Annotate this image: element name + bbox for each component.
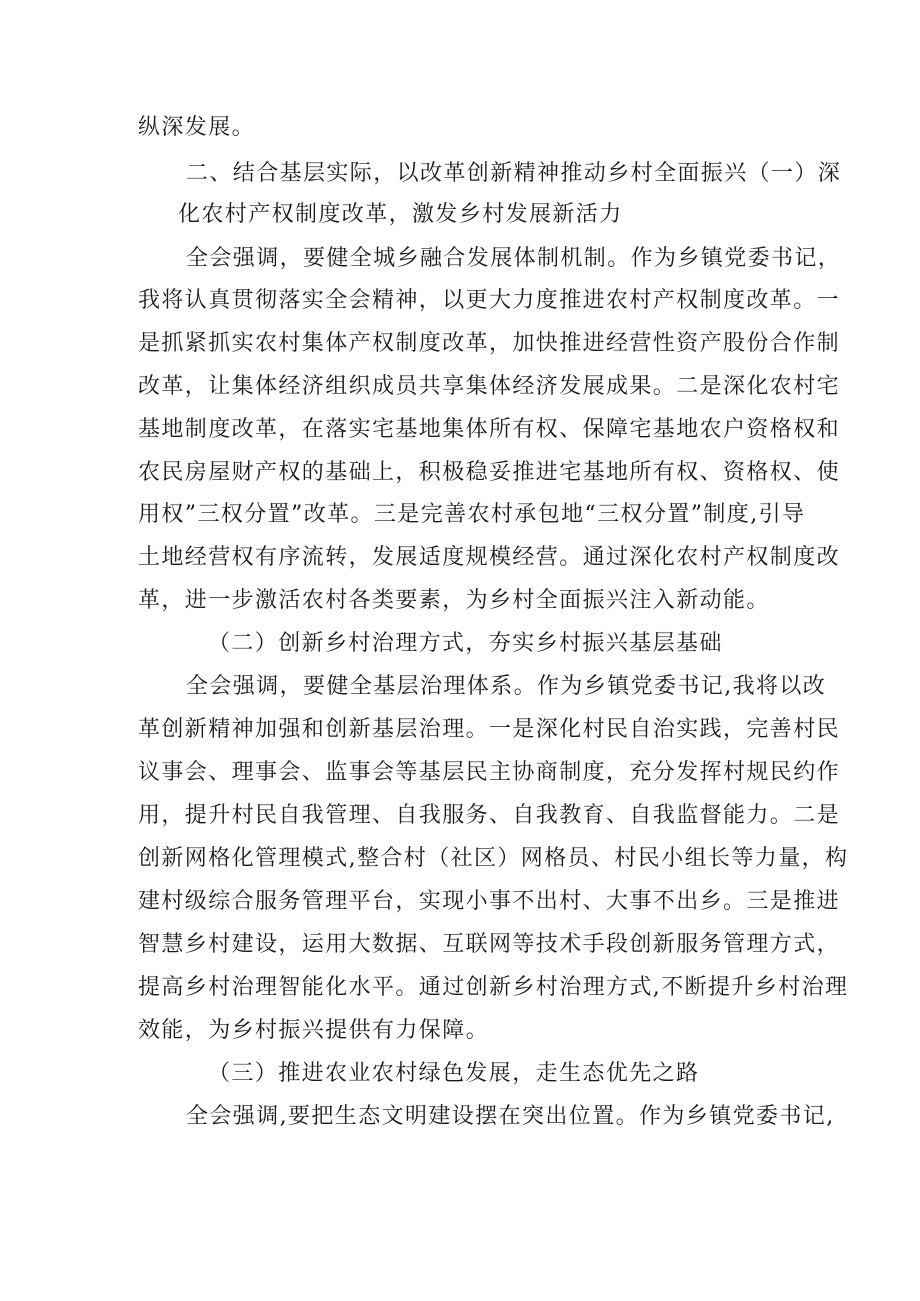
paragraph-line: 革创新精神加强和创新基层治理。一是深化村民自治实践，完善村民 (138, 717, 841, 742)
paragraph-line: 全会强调，要健全基层治理体系。作为乡镇党委书记,我将以改 (186, 674, 827, 699)
paragraph-line: 农民房屋财产权的基础上，积极稳妥推进宅基地所有权、资格权、使 (138, 460, 841, 485)
text-line: 纵深发展。 (138, 115, 256, 140)
paragraph-line: 我将认真贯彻落实全会精神，以更大力度推进农村产权制度改革。一 (138, 288, 841, 313)
paragraph-line: 效能，为乡村振兴提供有力保障。 (138, 1018, 490, 1043)
paragraph-line: 创新网格化管理模式,整合村（社区）网格员、村民小组长等力量，构 (138, 846, 849, 871)
paragraph-line: 土地经营权有序流转，发展适度规模经营。通过深化农村产权制度改 (138, 545, 841, 570)
paragraph-line: 提高乡村治理智能化水平。通过创新乡村治理方式,不断提升乡村治理 (138, 975, 849, 1000)
subsection-heading: （二）创新乡村治理方式，夯实乡村振兴基层基础 (208, 631, 723, 656)
paragraph-line: 改革，让集体经济组织成员共享集体经济发展成果。二是深化农村宅 (138, 374, 841, 399)
section-heading: 二、结合基层实际，以改革创新精神推动乡村全面振兴（一）深 (186, 161, 842, 186)
paragraph-line: 是抓紧抓实农村集体产权制度改革，加快推进经营性资产股份合作制 (138, 331, 841, 356)
paragraph-line: 用，提升村民自我管理、自我服务、自我教育、自我监督能力。二是 (138, 803, 841, 828)
paragraph-line: 基地制度改革，在落实宅基地集体所有权、保障宅基地农户资格权和 (138, 417, 841, 442)
paragraph-line: 全会强调,要把生态文明建设摆在突出位置。作为乡镇党委书记, (186, 1104, 835, 1129)
paragraph-line: 议事会、理事会、监事会等基层民主协商制度，充分发挥村规民约作 (138, 760, 841, 785)
paragraph-line: 革，进一步激活农村各类要素，为乡村全面振兴注入新动能。 (138, 588, 770, 613)
section-heading: 化农村产权制度改革，激发乡村发展新活力 (178, 202, 623, 227)
paragraph-line: 智慧乡村建设，运用大数据、互联网等技术手段创新服务管理方式， (138, 932, 841, 957)
subsection-heading: （三）推进农业农村绿色发展，走生态优先之路 (208, 1061, 700, 1086)
paragraph-line: 全会强调，要健全城乡融合发展体制机制。作为乡镇党委书记， (186, 246, 842, 271)
paragraph-line: 用权”三权分置”改革。三是完善农村承包地“三权分置”制度,引导 (138, 502, 806, 527)
paragraph-line: 建村级综合服务管理平台，实现小事不出村、大事不出乡。三是推进 (138, 889, 841, 914)
